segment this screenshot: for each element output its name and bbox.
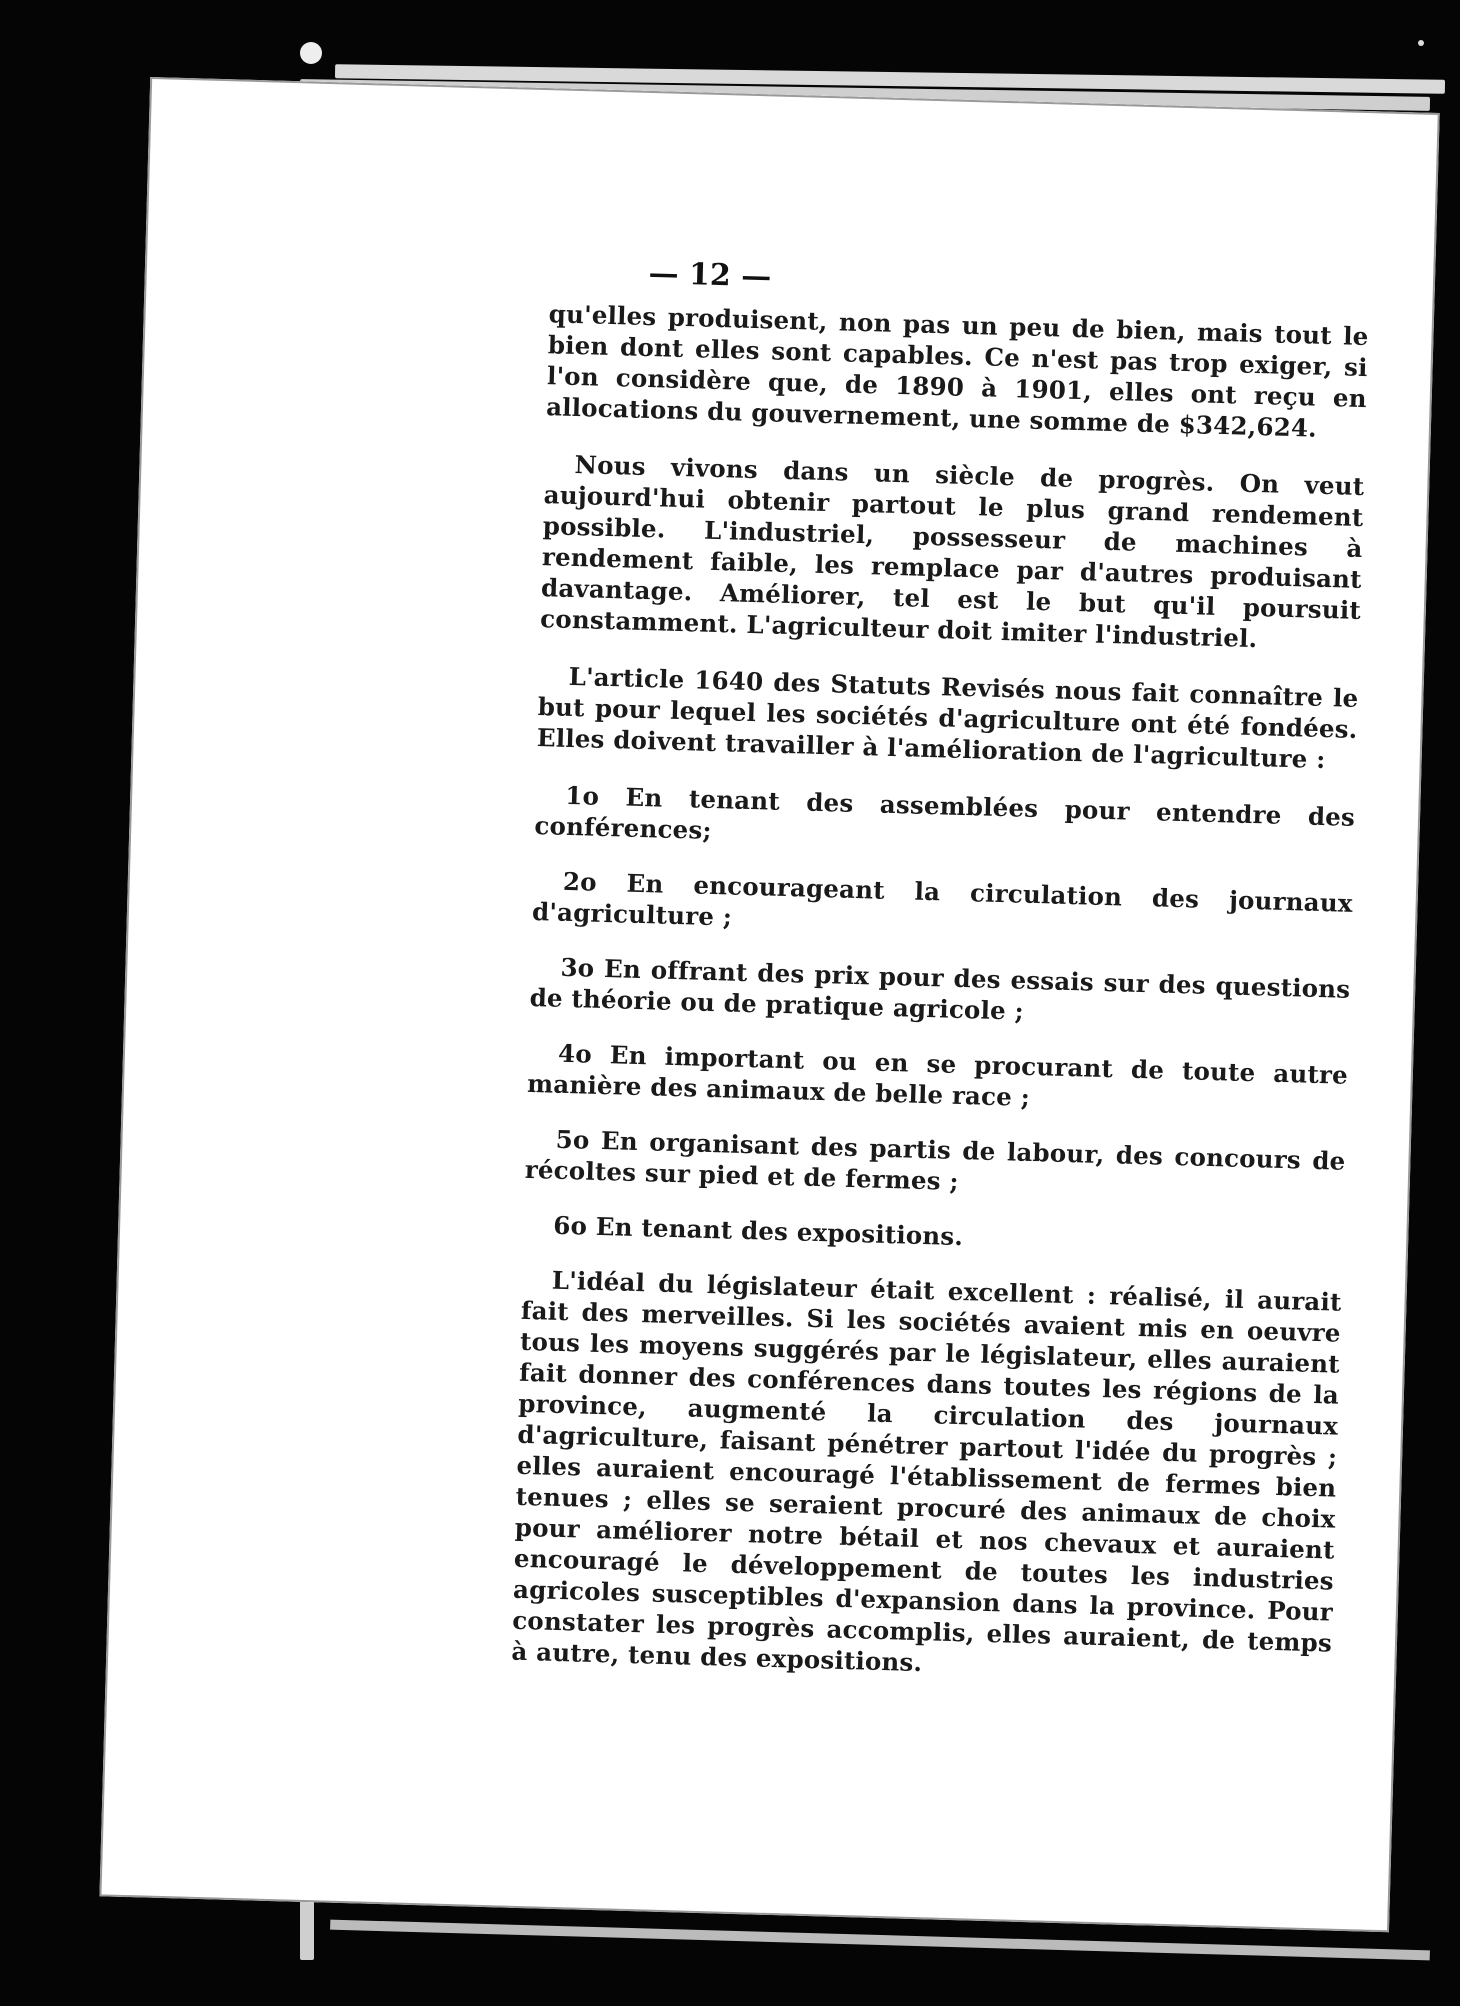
list-item: 4o En important ou en se procurant de toute autre manière des animaux de belle race ; — [526, 1038, 1349, 1112]
paragraph-intro: qu'elles produisent, non pas un peu de bien, mais tout le bien dont elles sont capables. Ce n'est pas trop exiger, si l'on considère que, de 1890 à 1901, elles ont reçu en allocations du gouvernement, une somme de $342,624. — [545, 299, 1369, 443]
paragraph-article: L'article 1640 des Statuts Revisés nous fait connaître le but pour lequel les sociétés d'agriculture ont été fondées. Elles doivent travailler à l'amélioration de l'agriculture : — [536, 661, 1359, 775]
page-body — [510, 298, 1369, 1715]
list-item: 2o En encourageant la circulation des journaux d'agriculture ; — [531, 866, 1354, 932]
paragraph-progress: Nous vivons dans un siècle de progrès. On veut aujourd'hui obtenir partout le plus grand rendement possible. L'industriel, possesseur de machines à rendement faible, les remplace par d'autres produisant davantage. Améliorer, tel est le but qu'il poursuit constamment. L'agriculteur doit imiter l'industriel. — [539, 449, 1365, 654]
list-item: 6o En tenant des expositions. — [552, 1210, 964, 1252]
list-item: 3o En offrant des prix pour des essais sur des questions de théorie ou de pratique agricole ; — [529, 952, 1351, 1026]
paragraph-closing: L'idéal du législateur était excellent : réalisé, il aurait fait des merveilles. Si les sociétés avaient mis en oeuvre tous les moyens suggérés par le législateur, elles auraient fait donner des conférences dans toutes les régions de la province, augmenté la circulation des journaux d'agriculture, faisant pénétrer partout l'idée du progrès ; elles auraient encouragé l'établissement de fermes bien tenues ; elles se seraient procuré des animaux de choix pour améliorer notre bétail et nos chevaux et auraient encouragé le développement de toutes les industries agricoles susceptibles d'expansion dans la province. Pour constater les progrès accomplis, elles auraient, de temps à autre, tenu des expositions. — [511, 1265, 1342, 1678]
scan-speck — [1418, 40, 1424, 46]
document-page — [99, 77, 1439, 1932]
scan-speck — [300, 42, 322, 64]
list-item: 1o En tenant des assemblées pour entendre des conférences; — [534, 780, 1356, 845]
list-item: 5o En organisant des partis de labour, des concours de récoltes sur pied et de fermes ; — [524, 1124, 1346, 1196]
page-number: — 12 — — [648, 255, 772, 295]
